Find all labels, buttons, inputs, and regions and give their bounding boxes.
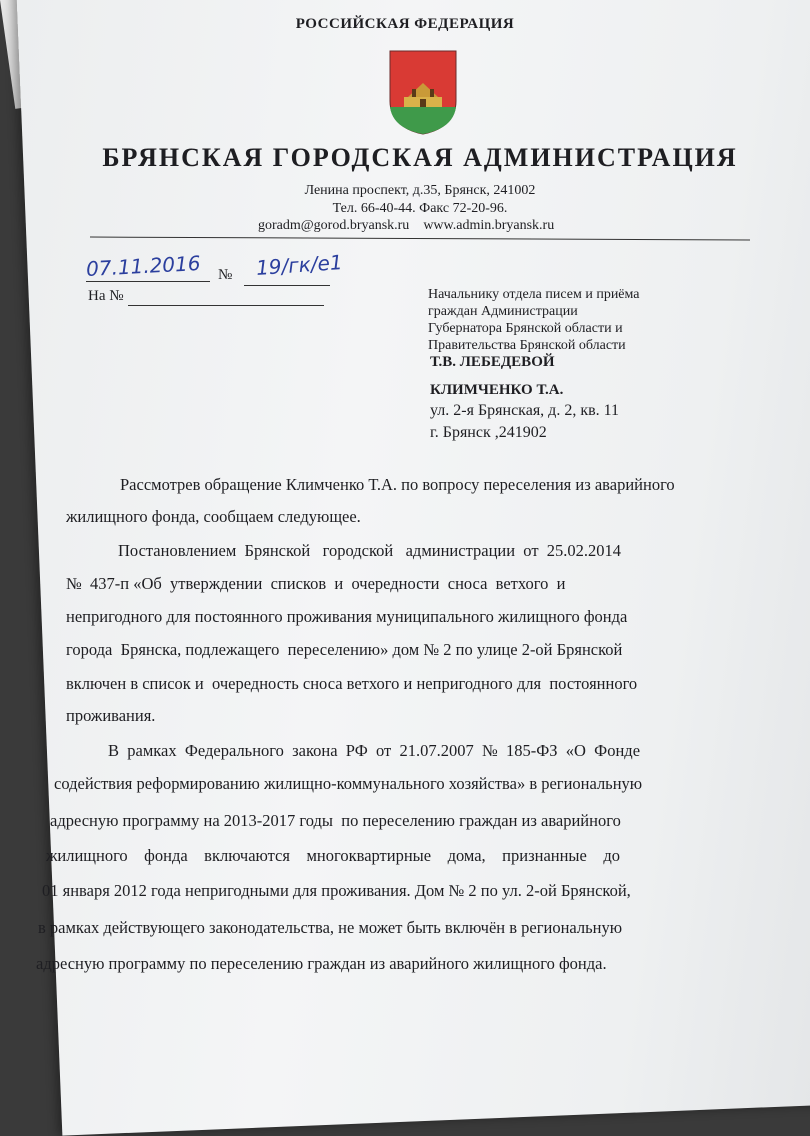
- header-rule: [90, 237, 750, 241]
- reply-underline: [128, 305, 324, 306]
- country-title: РОССИЙСКАЯ ФЕДЕРАЦИЯ: [295, 16, 515, 32]
- applicant-street: ул. 2-я Брянская, д. 2, кв. 11: [430, 402, 620, 419]
- handwritten-date: 07.11.2016: [85, 251, 202, 281]
- recipient-line: граждан Администрации: [428, 304, 578, 319]
- applicant-name: КЛИМЧЕНКО Т.А.: [430, 382, 564, 398]
- body-line: № 437-п «Об утверждении списков и очередности сноса ветхого и: [66, 574, 566, 593]
- body-line: проживания.: [66, 706, 156, 725]
- number-underline: [244, 285, 330, 286]
- website-text: www.admin.bryansk.ru: [423, 218, 555, 233]
- body-line: города Брянска, подлежащего переселению» дом № 2 по улице 2-ой Брянской: [66, 640, 623, 659]
- contacts-line: [258, 218, 554, 234]
- recipient-block: [428, 286, 640, 354]
- address-line: Ленина проспект, д.35, Брянск, 241002: [304, 183, 536, 198]
- recipient-line: Губернатора Брянской области и: [428, 321, 623, 336]
- applicant-city: г. Брянск ,241902: [430, 424, 547, 441]
- body-line: 01 января 2012 года непригодными для проживания. Дом № 2 по ул. 2-ой Брянской,: [42, 881, 631, 900]
- body-line: включен в список и очередность сноса ветхого и непригодного для постоянного: [66, 674, 638, 693]
- body-line: Постановлением Брянской городской администрации от 25.02.2014: [118, 541, 622, 560]
- number-label: №: [218, 267, 233, 283]
- body-line: в рамках действующего законодательства, не может быть включён в региональную: [38, 918, 623, 937]
- city-crest-icon: [388, 49, 458, 135]
- body-line: жилищного фонда, сообщаем следующее.: [66, 507, 361, 526]
- recipient-name: Т.В. ЛЕБЕДЕВОЙ: [430, 354, 555, 370]
- body-line: непригодного для постоянного проживания муниципального жилищного фонда: [66, 607, 628, 626]
- date-underline: [86, 281, 210, 282]
- body-line: содействия реформированию жилищно-коммунального хозяйства» в региональную: [54, 774, 643, 793]
- recipient-line: Правительства Брянской области: [428, 338, 626, 353]
- recipient-line: Начальнику отдела писем и приёма: [428, 287, 640, 302]
- body-line: адресную программу по переселению граждан из аварийного жилищного фонда.: [36, 954, 607, 973]
- organization-title: БРЯНСКАЯ ГОРОДСКАЯ АДМИНИСТРАЦИЯ: [102, 143, 738, 172]
- body-line: адресную программу на 2013-2017 годы по переселению граждан из аварийного: [50, 811, 621, 830]
- handwritten-number: 19/гк/е1: [255, 250, 344, 280]
- body-line: Рассмотрев обращение Климченко Т.А. по вопросу переселения из аварийного: [120, 475, 675, 494]
- body-line: В рамках Федерального закона РФ от 21.07.2007 № 185-ФЗ «О Фонде: [108, 741, 641, 760]
- email-text: goradm@gorod.bryansk.ru: [258, 218, 410, 233]
- phone-line: Тел. 66-40-44. Факс 72-20-96.: [332, 201, 508, 216]
- body-line: жилищного фонда включаются многоквартирные дома, признанные до: [46, 846, 620, 865]
- reply-to-label: На №: [88, 288, 124, 304]
